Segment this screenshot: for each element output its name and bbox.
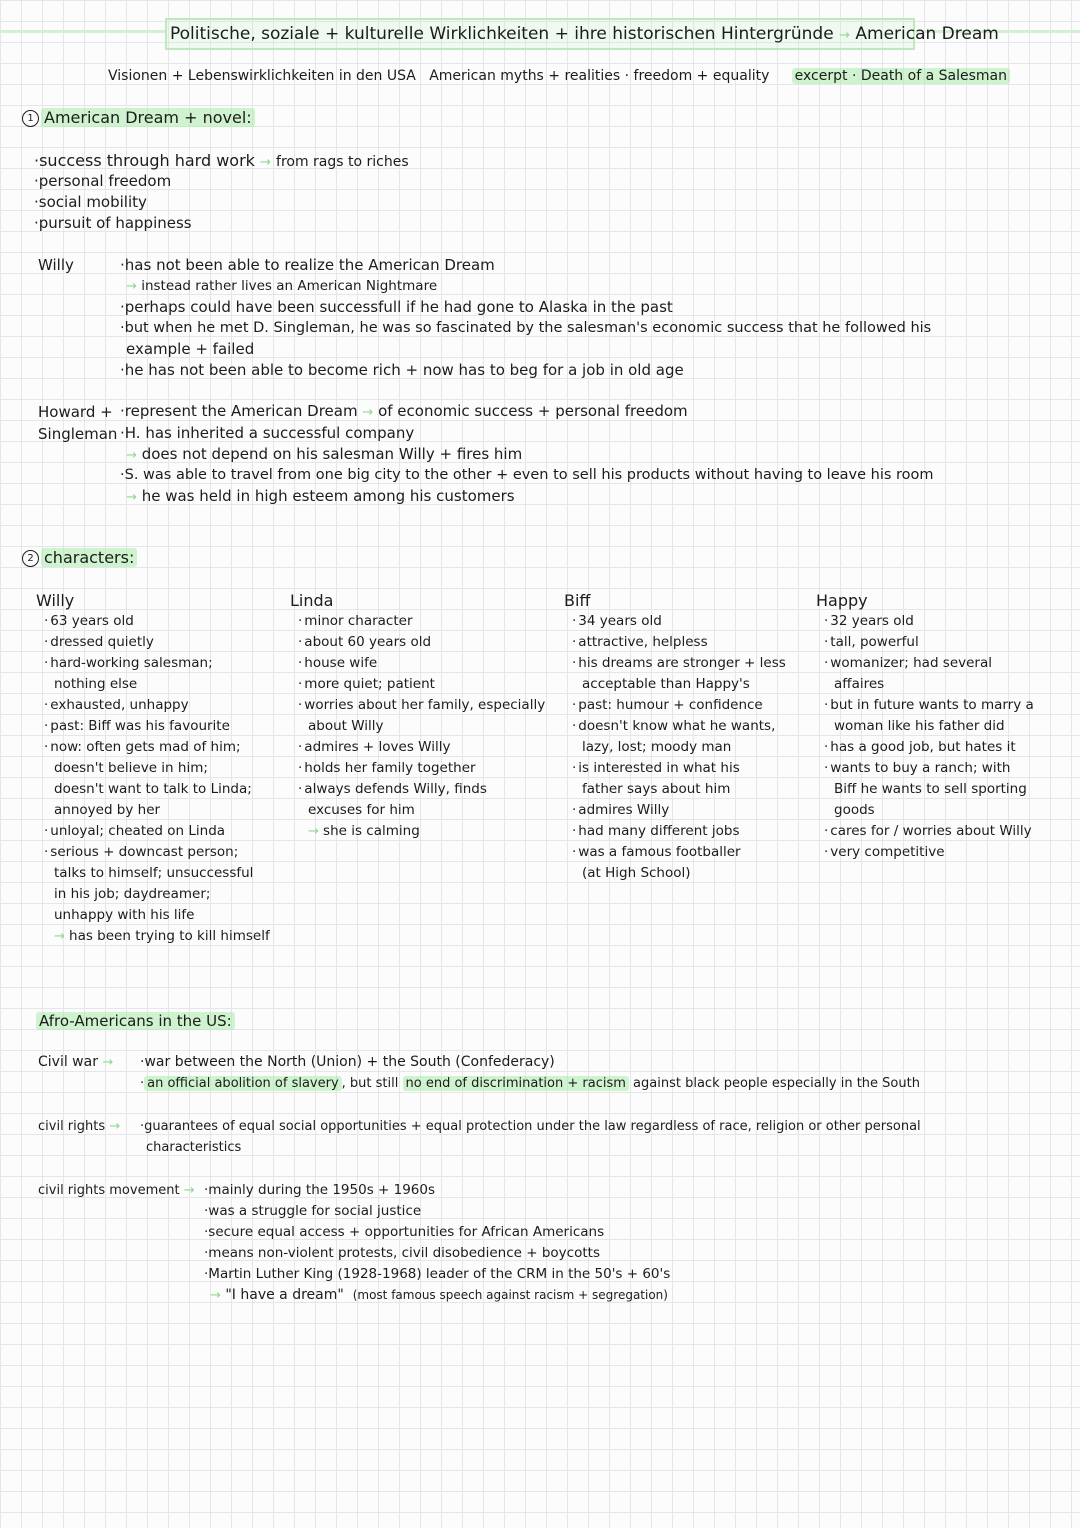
crm-line-2-text: was a struggle for social justice — [208, 1203, 422, 1219]
character-trait: · attractive, helpless — [578, 632, 828, 653]
character-trait: · has a good job, but hates it — [830, 737, 1080, 758]
right-arrow-icon: → — [126, 448, 137, 463]
section-1-title: American Dream + novel: — [41, 108, 255, 127]
character-trait: · 32 years old — [830, 611, 1080, 632]
title-main: Politische, soziale + kulturelle Wirklichkeiten + ihre historischen Hintergründe — [170, 24, 834, 44]
character-trait: · hard-working salesman; — [50, 653, 300, 674]
point-2-text: personal freedom — [38, 172, 172, 190]
crm-line-5 — [204, 1264, 670, 1285]
character-trait: · serious + downcast person; — [50, 842, 300, 863]
character-trait: · had many different jobs — [578, 821, 828, 842]
point-3 — [34, 192, 147, 213]
section-3-heading — [36, 1010, 235, 1032]
right-arrow-icon: → — [126, 490, 137, 505]
subtitle-part-1: Visionen + Lebenswirklichkeiten in den USA — [108, 68, 416, 84]
character-trait: · 63 years old — [50, 611, 300, 632]
character-trait: · admires Willy — [578, 800, 828, 821]
character-trait: · now: often gets mad of him; — [50, 737, 300, 758]
bullet-dot-icon: · — [140, 1054, 145, 1070]
hs-line-5 — [126, 486, 515, 508]
character-trait: · cares for / worries about Willy — [830, 821, 1080, 842]
character-trait-continued: nothing else — [54, 676, 138, 692]
hs-line-3 — [126, 444, 522, 466]
crm-line-5-text: Martin Luther King (1928-1968) leader of the CRM in the 50's + 60's — [208, 1266, 671, 1282]
point-1-text: success through hard work — [39, 151, 255, 170]
civil-war-line-1 — [140, 1052, 555, 1073]
consequence-text: has been trying to kill himself — [69, 928, 270, 944]
hs-line-2 — [120, 423, 414, 444]
bullet-dot-icon: · — [204, 1203, 209, 1219]
hs-line-4 — [120, 465, 934, 486]
subtitle-part-2: American myths + realities · freedom + equality — [429, 68, 770, 84]
character-name: Willy — [36, 591, 75, 610]
bullet-dot-icon: · — [34, 172, 39, 190]
character-trait: · but in future wants to marry a — [830, 695, 1080, 716]
right-arrow-icon: → — [102, 1055, 114, 1070]
character-trait: · 34 years old — [578, 611, 828, 632]
howard-label: Howard + — [38, 403, 113, 421]
point-4-text: pursuit of happiness — [38, 214, 192, 232]
crm-line-2 — [204, 1201, 421, 1222]
willy-line-2-text: instead rather lives an American Nightmare — [141, 278, 438, 294]
section-2-heading — [22, 547, 137, 568]
point-2 — [34, 171, 171, 192]
character-trait-continued: in his job; daydreamer; — [54, 886, 211, 902]
character-trait: · past: Biff was his favourite — [50, 716, 300, 737]
right-arrow-icon: → — [126, 279, 137, 294]
character-trait: · past: humour + confidence — [578, 695, 828, 716]
right-arrow-icon: → — [183, 1183, 195, 1198]
hs-line-5-text: he was held in high esteem among his customers — [141, 487, 515, 505]
character-trait-consequence — [304, 821, 554, 842]
character-name: Linda — [290, 591, 334, 610]
character-trait: · is interested in what his — [578, 758, 828, 779]
character-trait: · house wife — [304, 653, 554, 674]
crm-line-3 — [204, 1222, 604, 1243]
character-trait: · was a famous footballer — [578, 842, 828, 863]
character-trait: · more quiet; patient — [304, 674, 554, 695]
bullet-dot-icon: · — [204, 1224, 209, 1240]
character-column-biff — [564, 590, 828, 884]
character-trait-continued: annoyed by her — [54, 802, 161, 818]
right-arrow-icon: → — [260, 155, 271, 170]
willy-line-5 — [126, 339, 254, 360]
crm-label — [38, 1180, 195, 1201]
character-trait: · about 60 years old — [304, 632, 554, 653]
character-column-linda — [290, 590, 554, 842]
quote-note: (most famous speech against racism + segregation) — [352, 1288, 668, 1302]
section-1-heading — [22, 107, 255, 128]
character-trait-continued: affaires — [834, 676, 885, 692]
character-trait-continued: unhappy with his life — [54, 907, 195, 923]
character-trait: · womanizer; had several — [830, 653, 1080, 674]
bullet-dot-icon: · — [204, 1182, 209, 1198]
character-trait: · tall, powerful — [830, 632, 1080, 653]
character-trait-continued: doesn't believe in him; — [54, 760, 208, 776]
character-trait-continued: acceptable than Happy's — [582, 676, 750, 692]
character-trait: · holds her family together — [304, 758, 554, 779]
willy-line-1 — [120, 255, 495, 276]
bullet-dot-icon: · — [34, 151, 40, 170]
civil-war-line-1-text: war between the North (Union) + the South (Confederacy) — [144, 1054, 555, 1070]
crm-label-text: civil rights movement — [38, 1183, 180, 1198]
civil-war-line-2-mid: , but still — [341, 1076, 399, 1091]
bullet-dot-icon: · — [120, 467, 125, 483]
civil-rights-line-1 — [140, 1116, 921, 1137]
character-trait-continued: (at High School) — [582, 865, 691, 881]
character-trait: · always defends Willy, finds — [304, 779, 554, 800]
hs-line-1 — [120, 401, 688, 423]
civil-war-label — [38, 1052, 113, 1073]
willy-line-4 — [120, 318, 931, 339]
character-trait: · doesn't know what he wants, — [578, 716, 828, 737]
bullet-dot-icon: · — [34, 193, 39, 211]
right-arrow-icon: → — [109, 1119, 121, 1134]
circled-number-icon: 1 — [22, 110, 39, 127]
character-name: Happy — [816, 591, 868, 610]
hs-line-4-text: S. was able to travel from one big city to the other + even to sell his products without having to leave his room — [124, 467, 934, 483]
character-trait-continued: goods — [834, 802, 875, 818]
bullet-dot-icon: · — [120, 256, 125, 274]
character-column-willy — [36, 590, 300, 947]
bullet-dot-icon: · — [120, 402, 125, 420]
point-4 — [34, 213, 192, 234]
right-arrow-icon: → — [839, 28, 850, 43]
civil-war-label-text: Civil war — [38, 1054, 98, 1070]
willy-line-5-text: example + failed — [126, 340, 255, 358]
character-column-happy — [816, 590, 1080, 863]
character-trait: · minor character — [304, 611, 554, 632]
hs-line-3-text: does not depend on his salesman Willy + fires him — [141, 445, 523, 463]
willy-line-1-text: has not been able to realize the American Dream — [124, 256, 495, 274]
section-2-title: characters: — [41, 548, 137, 567]
character-trait: · unloyal; cheated on Linda — [50, 821, 300, 842]
crm-line-3-text: secure equal access + opportunities for African Americans — [208, 1224, 605, 1240]
willy-line-6 — [120, 360, 684, 381]
civil-rights-line-2-text: characteristics — [146, 1140, 242, 1155]
consequence-text: she is calming — [323, 823, 420, 839]
bullet-dot-icon: · — [120, 424, 125, 442]
right-arrow-icon: → — [308, 824, 324, 839]
discrimination-highlight: no end of discrimination + racism — [403, 1076, 629, 1091]
bullet-dot-icon: · — [120, 361, 125, 379]
character-trait-consequence — [50, 926, 300, 947]
character-trait: · worries about her family, especially — [304, 695, 554, 716]
character-trait-continued: talks to himself; unsuccessful — [54, 865, 254, 881]
subtitle-part-3: excerpt · Death of a Salesman — [792, 68, 1010, 84]
point-1 — [34, 150, 409, 173]
point-3-text: social mobility — [38, 193, 147, 211]
bullet-dot-icon: · — [140, 1119, 145, 1134]
singleman-label: Singleman — [38, 425, 118, 443]
character-trait-continued: doesn't want to talk to Linda; — [54, 781, 252, 797]
character-trait: · dressed quietly — [50, 632, 300, 653]
civil-rights-label — [38, 1116, 120, 1137]
page-title — [170, 22, 999, 48]
circled-number-icon: 2 — [22, 550, 39, 567]
subtitle — [108, 66, 1010, 87]
character-trait: · admires + loves Willy — [304, 737, 554, 758]
character-trait: · very competitive — [830, 842, 1080, 863]
right-arrow-icon: → — [54, 929, 70, 944]
bullet-dot-icon: · — [204, 1266, 209, 1282]
character-trait-continued: woman like his father did — [834, 718, 1005, 734]
howard-singleman-label — [38, 401, 117, 445]
character-trait: · wants to buy a ranch; with — [830, 758, 1080, 779]
willy-label: Willy — [38, 256, 74, 274]
civil-war-line-2-end: against black people especially in the South — [633, 1076, 920, 1091]
character-trait-continued: about Willy — [308, 718, 384, 734]
crm-quote — [210, 1285, 668, 1306]
title-accent: American Dream — [855, 24, 999, 44]
crm-line-4-text: means non-violent protests, civil disobedience + boycotts — [208, 1245, 600, 1261]
character-trait-continued: lazy, lost; moody man — [582, 739, 732, 755]
right-arrow-icon: → — [210, 1288, 221, 1303]
right-arrow-icon: → — [362, 405, 374, 420]
civil-rights-label-text: civil rights — [38, 1119, 106, 1134]
abolition-highlight: an official abolition of slavery — [144, 1076, 342, 1091]
character-trait-continued: excuses for him — [308, 802, 415, 818]
willy-line-6-text: he has not been able to become rich + now has to beg for a job in old age — [124, 361, 684, 379]
bullet-dot-icon: · — [140, 1076, 145, 1091]
crm-line-1 — [204, 1180, 435, 1201]
bullet-dot-icon: · — [120, 298, 125, 316]
character-trait: · his dreams are stronger + less — [578, 653, 828, 674]
willy-line-3-text: perhaps could have been successfull if he had gone to Alaska in the past — [124, 298, 673, 316]
hs-line-2-text: H. has inherited a successful company — [124, 424, 415, 442]
hs-line-1-text: represent the American Dream — [124, 402, 358, 420]
willy-line-2 — [126, 276, 437, 297]
character-trait: · exhausted, unhappy — [50, 695, 300, 716]
willy-line-4-text: but when he met D. Singleman, he was so fascinated by the salesman's economic success that he followed his — [124, 320, 932, 336]
crm-line-1-text: mainly during the 1950s + 1960s — [208, 1182, 436, 1198]
civil-rights-line-2 — [146, 1137, 241, 1158]
civil-war-line-2 — [140, 1073, 920, 1094]
bullet-dot-icon: · — [204, 1245, 209, 1261]
hs-line-1-extra: of economic success + personal freedom — [378, 402, 688, 420]
bullet-dot-icon: · — [120, 320, 125, 336]
civil-rights-line-1-text: guarantees of equal social opportunities + equal protection under the law regardless of race, religion or other personal — [144, 1119, 921, 1134]
section-3-title: Afro-Americans in the US: — [36, 1012, 235, 1030]
willy-line-3 — [120, 297, 673, 318]
title-underline — [0, 30, 165, 33]
character-trait-continued: Biff he wants to sell sporting — [834, 781, 1027, 797]
character-name: Biff — [564, 591, 591, 610]
bullet-dot-icon: · — [34, 214, 39, 232]
character-trait-continued: father says about him — [582, 781, 731, 797]
point-1-extra: from rags to riches — [276, 154, 409, 170]
quote-text: "I have a dream" — [225, 1287, 344, 1303]
crm-line-4 — [204, 1243, 600, 1264]
